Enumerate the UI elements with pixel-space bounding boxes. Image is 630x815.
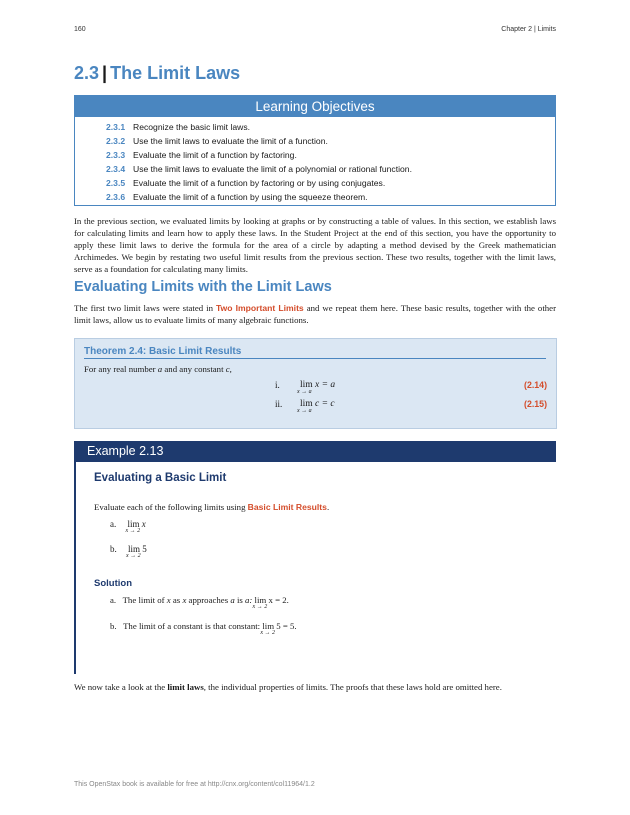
theorem-intro-text: and any constant xyxy=(164,364,224,374)
solution-text: approaches xyxy=(188,595,229,605)
page-number: 160 xyxy=(74,26,86,33)
solution-result: x = 2. xyxy=(268,595,289,605)
equation-row xyxy=(75,380,556,396)
equation-number[interactable]: (2.14) xyxy=(524,380,547,390)
objective-number[interactable]: 2.3.6 xyxy=(106,192,126,203)
closing-paragraph xyxy=(74,682,502,692)
objective-text: Use the limit laws to evaluate the limit of a function. xyxy=(133,136,328,147)
objective-item xyxy=(106,134,555,148)
part-label: a. xyxy=(110,519,117,529)
theorem-intro xyxy=(84,364,232,374)
solution-text: as xyxy=(172,595,181,605)
example-header xyxy=(74,441,556,462)
variable-a: a: xyxy=(245,595,253,605)
learning-objectives-heading: Learning Objectives xyxy=(75,96,555,117)
limit-expression xyxy=(260,621,275,636)
variable-c: c, xyxy=(225,364,232,374)
basic-limit-results-link[interactable]: Basic Limit Results xyxy=(247,502,327,512)
subsection-title: Evaluating Limits with the Limit Laws xyxy=(74,279,332,295)
example-part xyxy=(110,544,147,559)
solution-line xyxy=(110,595,289,610)
solution-text: The limit of xyxy=(122,595,165,605)
theorem-title: Theorem 2.4: Basic Limit Results xyxy=(84,346,242,357)
equation-number[interactable]: (2.15) xyxy=(524,399,547,409)
lim-subscript: x → 2 xyxy=(126,553,141,559)
example-part xyxy=(110,519,146,534)
two-important-limits-link[interactable]: Two Important Limits xyxy=(215,303,304,313)
objective-text: Recognize the basic limit laws. xyxy=(133,122,251,132)
variable-a: a xyxy=(157,364,163,374)
theorem-intro-text: For any real number xyxy=(84,364,156,374)
objective-item xyxy=(106,176,555,190)
chapter-header: Chapter 2 | Limits xyxy=(501,26,556,33)
variable-x: x xyxy=(166,595,171,605)
objective-text: Use the limit laws to evaluate the limit of a polynomial or rational function. xyxy=(133,164,412,175)
theorem-box xyxy=(74,338,557,429)
para-text: and we repeat them here. These basic results, together with the other limit laws, allow us to evaluate limits of many algebraic functions. xyxy=(74,303,556,325)
theorem-divider xyxy=(84,358,546,359)
variable-x: x xyxy=(182,595,187,605)
equation-row xyxy=(75,399,556,415)
limit-expression xyxy=(297,380,336,395)
solution-text: The limit of a constant is that constant: xyxy=(123,621,261,631)
footer: This OpenStax book is available for free at http://cnx.org/content/col11964/1.2 xyxy=(74,781,315,788)
lim-operator: lim xyxy=(300,380,313,390)
objective-number[interactable]: 2.3.3 xyxy=(106,150,126,161)
lim-subscript: x → a xyxy=(297,389,312,395)
limit-expression xyxy=(125,519,141,534)
objective-item xyxy=(106,162,555,176)
objective-number[interactable]: 2.3.5 xyxy=(106,178,126,189)
part-label: b. xyxy=(110,544,117,554)
objective-number[interactable]: 2.3.1 xyxy=(106,122,126,132)
equation-roman: ii. xyxy=(275,399,283,409)
solution-line xyxy=(110,621,297,636)
variable-a: a xyxy=(230,595,235,605)
lim-expr: 5 xyxy=(142,544,147,554)
objective-number[interactable]: 2.3.4 xyxy=(106,164,126,175)
section-name: The Limit Laws xyxy=(110,63,241,83)
section-title: 2.3 | The Limit Laws xyxy=(74,63,241,83)
example-label: Example 2.13 xyxy=(87,444,164,458)
example-sidebar-rule xyxy=(74,462,76,674)
lim-expr: x = a xyxy=(315,380,336,390)
section-number: 2.3 xyxy=(74,63,100,83)
prompt-text: Evaluate each of the following limits using xyxy=(94,502,246,512)
limit-expression xyxy=(252,595,268,610)
closing-text: We now take a look at the xyxy=(74,682,166,692)
para-text: The first two limit laws were stated in xyxy=(74,303,213,313)
solution-result: 5 = 5. xyxy=(276,621,297,631)
lim-operator: lim xyxy=(128,544,141,554)
lim-operator: lim xyxy=(262,621,275,631)
lim-operator: lim xyxy=(300,399,313,409)
lim-expr: x xyxy=(141,519,146,529)
lim-subscript: x → 2 xyxy=(125,528,141,534)
solution-label: a. xyxy=(110,595,117,605)
limit-expression xyxy=(126,544,141,559)
learning-objectives-box xyxy=(74,95,556,206)
lim-subscript: x → 2 xyxy=(260,630,275,636)
example-title: Evaluating a Basic Limit xyxy=(94,472,227,484)
objective-number[interactable]: 2.3.2 xyxy=(106,136,126,147)
lim-subscript: x → 2 xyxy=(252,604,268,610)
objective-item xyxy=(106,190,555,204)
equation-roman: i. xyxy=(275,380,280,390)
subsection-paragraph xyxy=(74,302,556,326)
solution-text: is xyxy=(236,595,243,605)
lim-operator: lim xyxy=(127,519,140,529)
objective-text: Evaluate the limit of a function by using the squeeze theorem. xyxy=(133,192,368,203)
limit-expression xyxy=(297,399,335,414)
solution-heading: Solution xyxy=(94,578,132,589)
limit-laws-term: limit laws xyxy=(167,682,204,692)
intro-paragraph: In the previous section, we evaluated limits by looking at graphs or by constructing a table of values. In this section, we establish laws for calculating limits and learn how to apply these laws. In the Student Project at the end of this section, you have the opportunity to apply these limit laws to derive the formula for the area of a circle by adapting a method devised by the Greek mathematician Archimedes. We begin by restating two useful limit results from the previous section. These two results, together with the limit laws, serve as a foundation for calculating many limits. xyxy=(74,216,556,274)
objective-text: Evaluate the limit of a function by factoring. xyxy=(133,150,297,161)
closing-text: , the individual properties of limits. The proofs that these laws hold are omitted here. xyxy=(203,682,502,692)
solution-label: b. xyxy=(110,621,117,631)
learning-objectives-list xyxy=(75,117,555,205)
objective-text: Evaluate the limit of a function by factoring or by using conjugates. xyxy=(133,178,386,189)
lim-operator: lim xyxy=(254,595,267,605)
lim-expr: c = c xyxy=(315,399,335,409)
lim-subscript: x → a xyxy=(297,408,312,414)
objective-item xyxy=(106,148,555,162)
prompt-period: . xyxy=(326,502,330,512)
objective-item xyxy=(106,120,555,134)
example-prompt xyxy=(94,502,329,512)
